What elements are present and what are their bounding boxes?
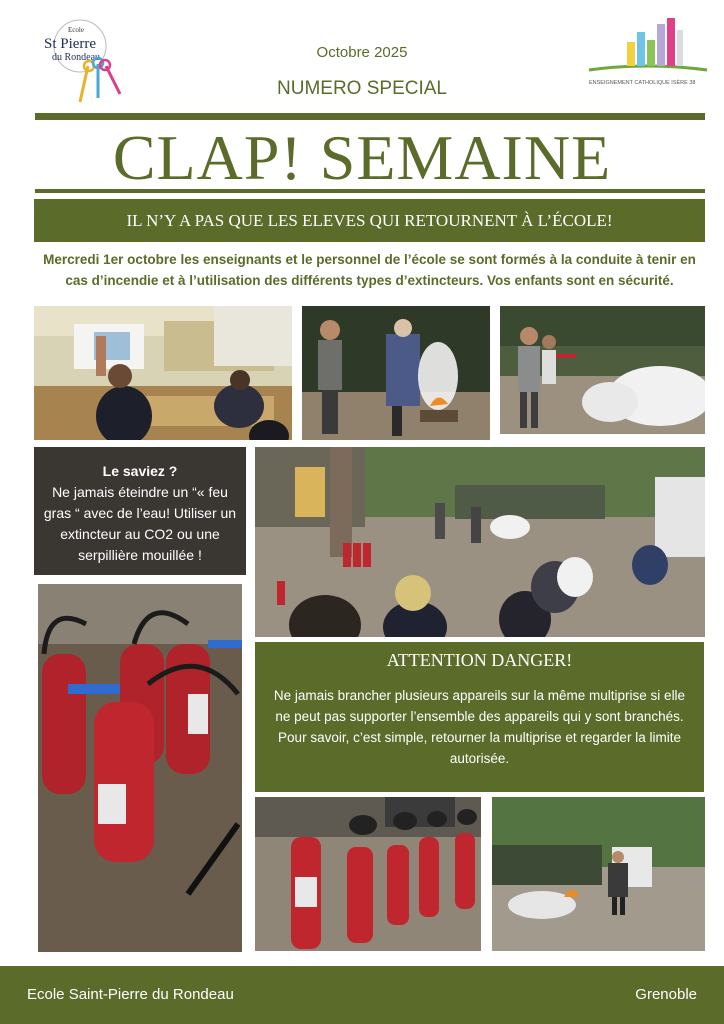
headline-text: IL N’Y A PAS QUE LES ELEVES QUI RETOURNENT À L’ÉCOLE! — [126, 210, 613, 230]
did-you-know-heading: Le saviez ? — [102, 463, 178, 479]
photo-extinguishers-ground — [38, 584, 242, 952]
photo-extinguisher-spray — [500, 306, 705, 434]
page-title: CLAP! SEMAINE — [112, 122, 612, 193]
svg-text:du Rondeau: du Rondeau — [52, 52, 101, 63]
footer — [0, 966, 724, 1024]
svg-text:St Pierre: St Pierre — [44, 36, 97, 52]
photo-fire-extinguishing — [492, 797, 705, 951]
footer-school: Ecole Saint-Pierre du Rondeau — [27, 986, 234, 1003]
did-you-know-box — [34, 447, 246, 575]
footer-city: Grenoble — [635, 986, 697, 1003]
photo-extinguisher-demo — [302, 306, 490, 440]
danger-heading: ATTENTION DANGER! — [386, 650, 573, 670]
photo-courtyard-exercise — [255, 447, 705, 637]
svg-text:Ecole: Ecole — [68, 26, 84, 34]
photo-classroom-training — [34, 306, 292, 440]
danger-box — [255, 642, 704, 792]
issue-date: Octobre 2025 — [316, 44, 408, 61]
danger-text: Ne jamais brancher plusieurs appareils sur la même multiprise si elle ne peut pas supporter l’ensemble des appareils qui y sont branchés. Pour savoir, c’est simple, retourner la multiprise et regarder la limite autorisée. — [273, 688, 686, 766]
svg-text:ENSEIGNEMENT CATHOLIQUE ISÈRE: ENSEIGNEMENT CATHOLIQUE ISÈRE 38 — [589, 80, 696, 86]
did-you-know-text: Ne jamais éteindre un “« feu gras “ avec de l’eau! Utiliser un extincteur au CO2 ou une serpillière mouillée ! — [43, 484, 237, 563]
top-rule — [35, 113, 705, 120]
headline-banner — [34, 199, 705, 242]
photo-extinguisher-row — [255, 797, 481, 951]
intro-paragraph: Mercredi 1er octobre les enseignants et le personnel de l’école se sont formés à la conduite à tenir en cas d’incendie et à l’utilisation des différents types d’extincteurs. Vos enfants sont en sécurité. — [43, 252, 696, 288]
issue-label: NUMERO SPECIAL — [277, 78, 447, 99]
